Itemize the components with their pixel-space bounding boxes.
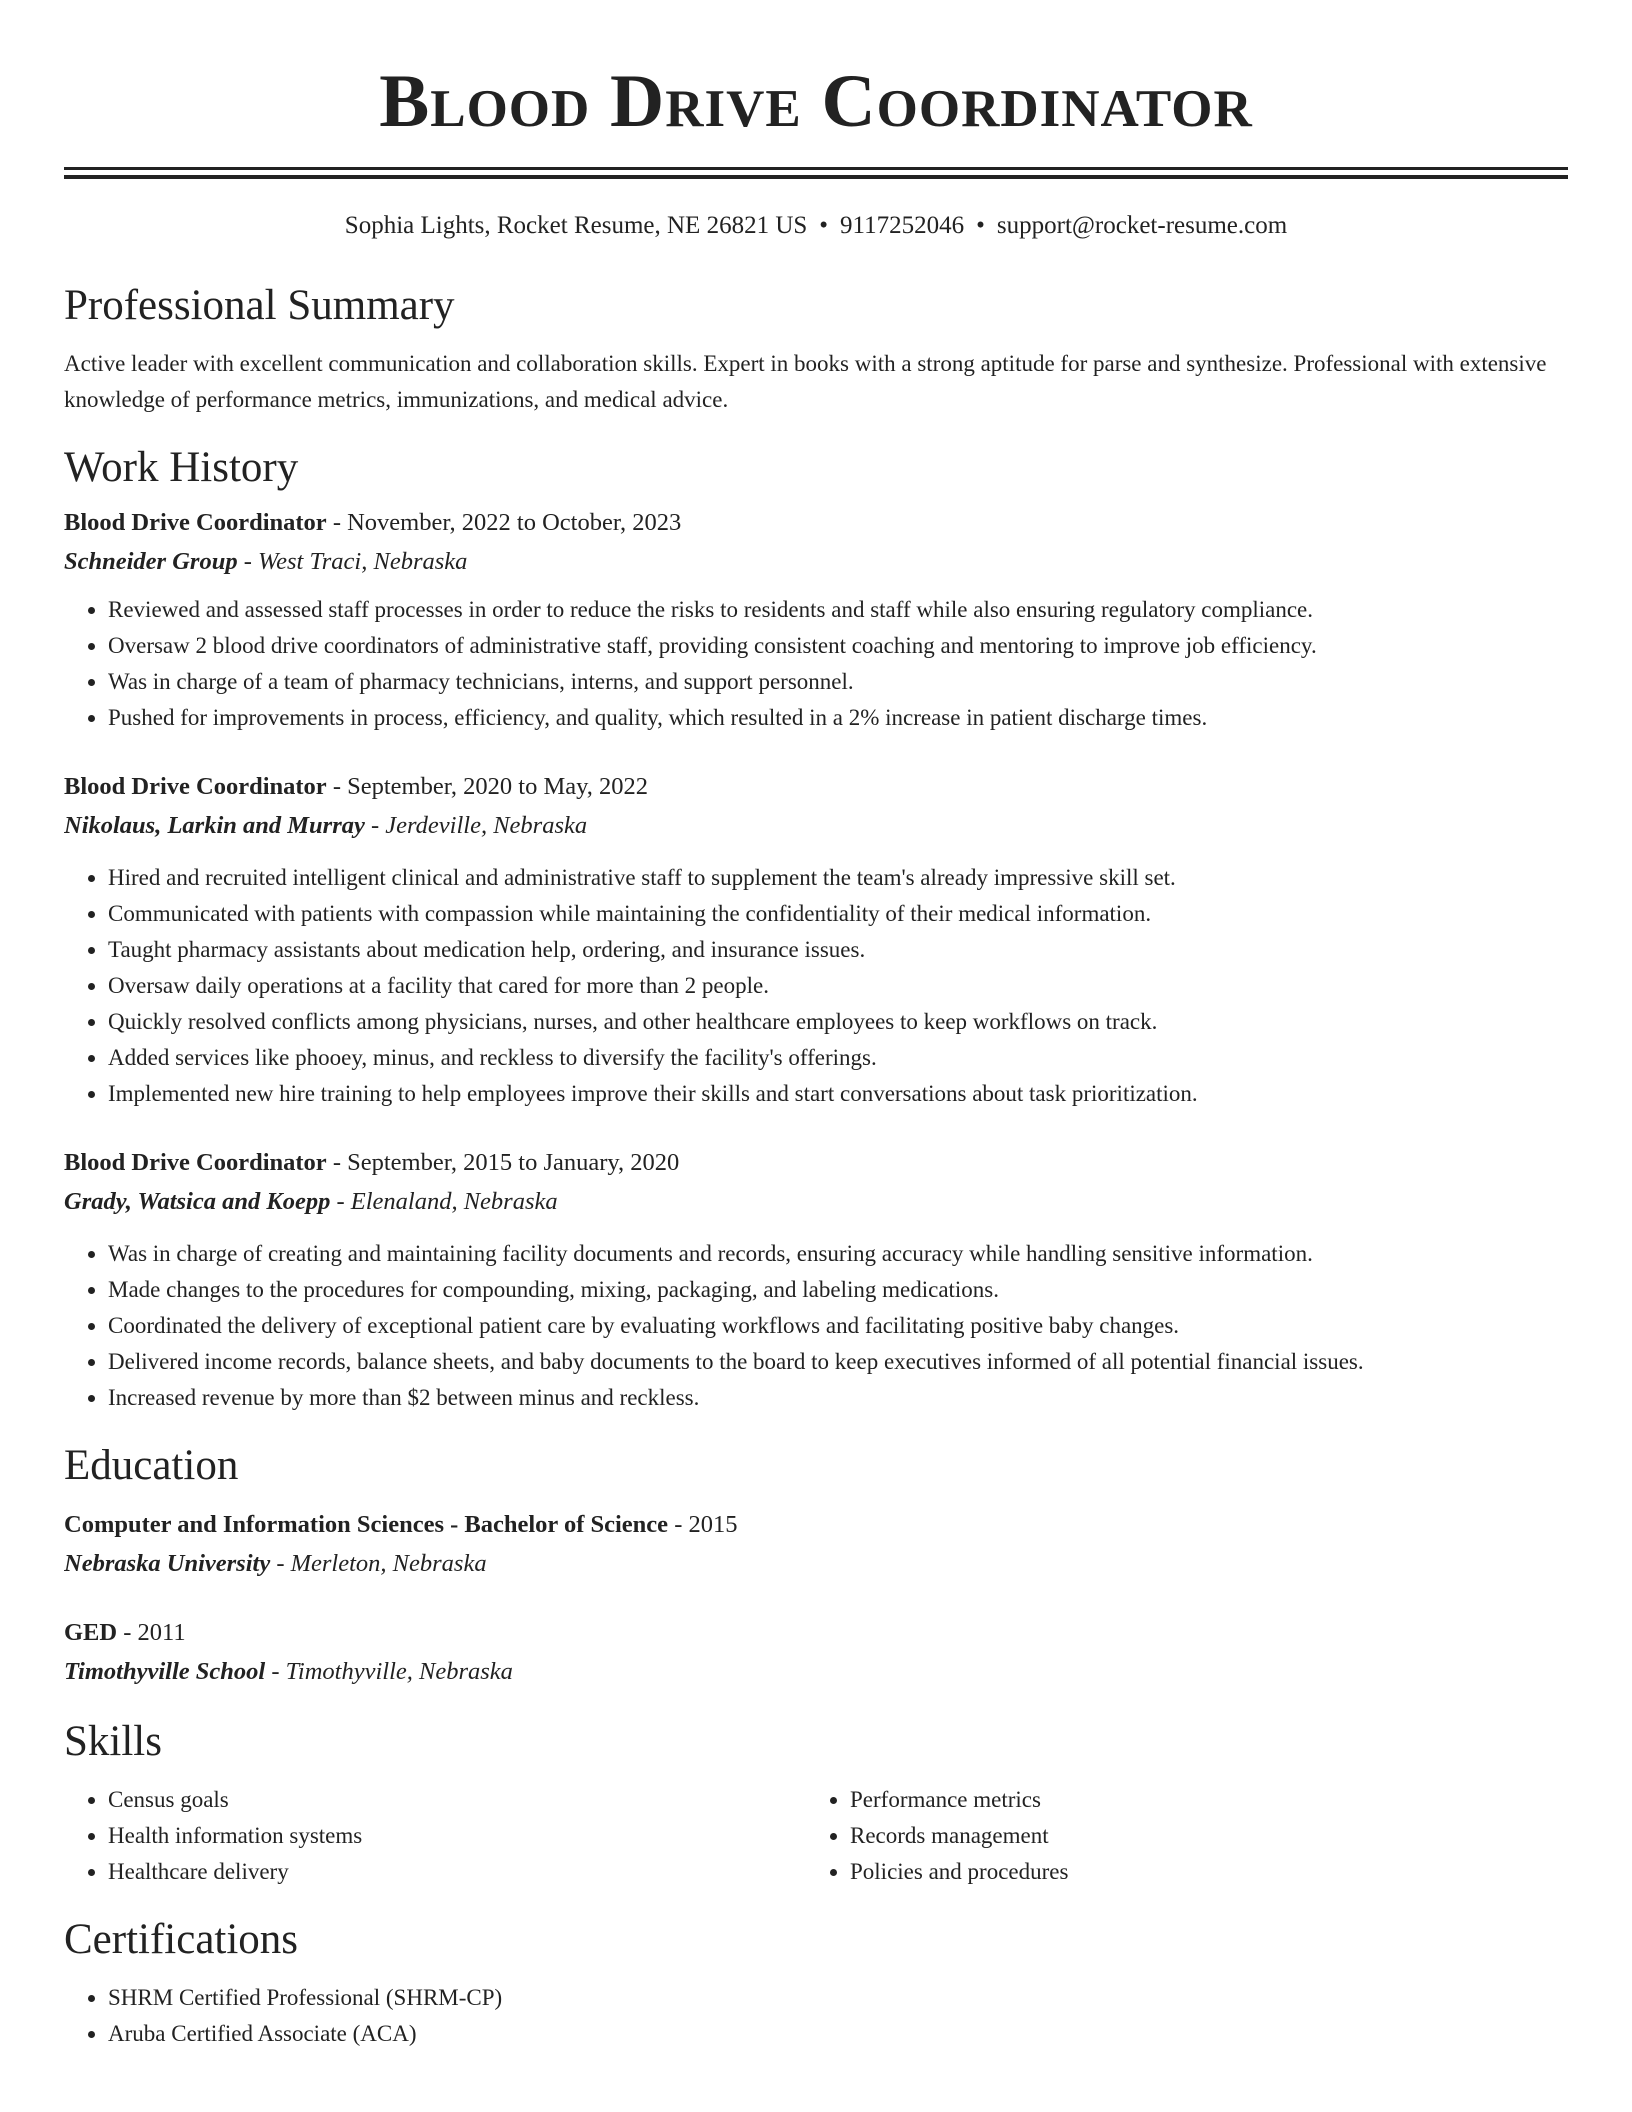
employer-name: Nikolaus, Larkin and Murray [64,812,365,839]
job-title: Blood Drive Coordinator [64,509,327,536]
job-title-line [64,1144,1568,1182]
education-entry [64,1614,1568,1692]
work-history-heading: Work History [64,444,299,491]
summary-heading: Professional Summary [64,282,455,329]
job-bullets [64,1236,1568,1416]
certifications-heading: Certifications [64,1916,299,1963]
job-bullet: • Added services like phooey, minus, and reckless to diversify the facility's offerings. [108,1040,1568,1076]
contact-separator: • [819,212,829,239]
degree-year: - 2015 [668,1511,738,1538]
skills-heading: Skills [64,1718,162,1765]
job-bullet: • Coordinated the delivery of exceptional patient care by evaluating workflows and facilitating positive baby changes. [108,1308,1568,1344]
job-bullet: • Pushed for improvements in process, efficiency, and quality, which resulted in a 2% increase in patient discharge times. [108,700,1568,736]
education-heading: Education [64,1442,239,1489]
contact-address: Sophia Lights, Rocket Resume, NE 26821 US [344,212,808,239]
certification-item: • SHRM Certified Professional (SHRM-CP) [108,1980,1568,2016]
employer-name: Grady, Watsica and Koepp [64,1188,331,1215]
contact-separator: • [976,212,985,239]
job-entry [64,768,1568,1112]
employer-name: Schneider Group [64,548,238,575]
job-dates: - November, 2022 to October, 2023 [326,509,682,536]
job-bullet: • Made changes to the procedures for compounding, mixing, packaging, and labeling medications. [108,1272,1568,1308]
degree-name: GED [64,1619,118,1646]
job-bullets [64,860,1568,1112]
job-title-line [64,504,1568,542]
job-bullet: • Implemented new hire training to help employees improve their skills and start conversations about task prioritization. [108,1076,1568,1112]
skill-item: • Policies and procedures [850,1854,1548,1890]
skill-item: • Performance metrics [850,1782,1548,1818]
school-name: Timothyville School [64,1658,266,1685]
employer-line [64,1182,1568,1222]
skill-item: • Records management [850,1818,1548,1854]
resume-title: Blood Drive Coordinator [379,60,1253,143]
skill-item: • Health information systems [108,1818,806,1854]
job-title: Blood Drive Coordinator [64,773,327,800]
job-bullet: • Taught pharmacy assistants about medication help, ordering, and insurance issues. [108,932,1568,968]
skill-item: • Healthcare delivery [108,1854,806,1890]
school-name: Nebraska University [64,1550,271,1577]
job-bullet: • Increased revenue by more than $2 between minus and reckless. [108,1380,1568,1416]
job-bullet: • Communicated with patients with compassion while maintaining the confidentiality of their medical information. [108,896,1568,932]
job-title-line [64,768,1568,806]
degree-line [64,1506,1568,1544]
job-dates: - September, 2015 to January, 2020 [326,1149,680,1176]
certification-item: • Aruba Certified Associate (ACA) [108,2016,1568,2052]
job-dates: - September, 2020 to May, 2022 [326,773,649,800]
employer-line [64,542,1568,582]
school-location: - Merleton, Nebraska [270,1550,487,1577]
contact-email: support@rocket-resume.com [996,212,1288,239]
resume-page [64,0,1568,2112]
employer-location: - West Traci, Nebraska [237,548,468,575]
degree-line [64,1614,1568,1652]
job-bullet: • Quickly resolved conflicts among physicians, nurses, and other healthcare employees to keep workflows on track. [108,1004,1568,1040]
employer-location: - Jerdeville, Nebraska [364,812,588,839]
education-entry [64,1506,1568,1584]
school-line [64,1652,1568,1692]
job-bullets [64,592,1568,736]
certifications-list [64,1980,1568,2052]
contact-line [64,209,1568,243]
skills-list-right [806,1782,1548,1890]
job-bullet: • Was in charge of creating and maintaining facility documents and records, ensuring accuracy while handling sensitive information. [108,1236,1568,1272]
job-bullet: • Oversaw 2 blood drive coordinators of administrative staff, providing consistent coaching and mentoring to improve job efficiency. [108,628,1568,664]
job-bullet: • Hired and recruited intelligent clinical and administrative staff to supplement the team's already impressive skill set. [108,860,1568,896]
job-bullet: • Was in charge of a team of pharmacy technicians, interns, and support personnel. [108,664,1568,700]
job-bullet: • Reviewed and assessed staff processes in order to reduce the risks to residents and staff while also ensuring regulatory compliance. [108,592,1568,628]
employer-location: - Elenaland, Nebraska [330,1188,558,1215]
skills-grid [64,1782,1568,1890]
summary-text: Active leader with excellent communication and collaboration skills. Expert in books with a strong aptitude for parse and synthesize. Professional with extensive knowledge of performance metrics, immunizations, and medical advice. [64,351,1547,412]
school-line [64,1544,1568,1584]
skills-list-left [64,1782,806,1890]
contact-phone: 9117252046 [840,212,965,239]
title-rule-thin [64,167,1568,170]
skill-item: • Census goals [108,1782,806,1818]
job-entry [64,504,1568,736]
job-title: Blood Drive Coordinator [64,1149,327,1176]
degree-year: - 2011 [117,1619,186,1646]
employer-line [64,806,1568,846]
job-bullet: • Delivered income records, balance sheets, and baby documents to the board to keep executives informed of all potential financial issues. [108,1344,1568,1380]
school-location: - Timothyville, Nebraska [265,1658,513,1685]
title-rule-thick [64,175,1568,179]
job-bullet: • Oversaw daily operations at a facility that cared for more than 2 people. [108,968,1568,1004]
job-entry [64,1144,1568,1416]
degree-name: Computer and Information Sciences - Bachelor of Science [64,1511,669,1538]
